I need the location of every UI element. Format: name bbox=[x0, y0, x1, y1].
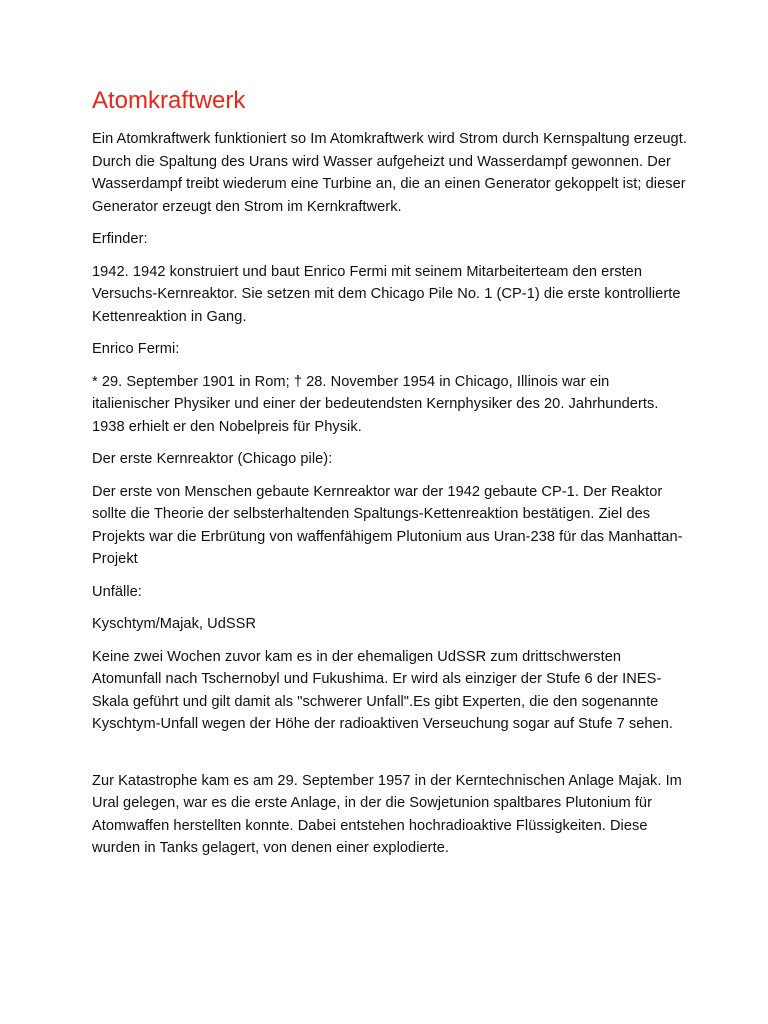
kernreaktor-paragraph: Der erste von Menschen gebaute Kernreaktor war der 1942 gebaute CP-1. Der Reaktor sollte die Theorie der selbsterhaltenden Spaltungs-Kettenreaktion bestätigen. Ziel des Projekts war die Erbrütung von waffenfähigem Plutonium aus Uran-238 für das Manhattan-Projekt bbox=[92, 483, 683, 567]
section-heading-enrico-fermi: Enrico Fermi: bbox=[92, 341, 180, 357]
kyschtym-paragraph: Keine zwei Wochen zuvor kam es in der ehemaligen UdSSR zum drittschwersten Atomunfall nach Tschernobyl und Fukushima. Er wird als einziger der Stufe 6 der INES-Skala geführt und gilt damit als "schwerer Unfall".Es gibt Experten, die den sogenannte Kyschtym-Unfall wegen der Höhe der radioaktiven Verseuchung sogar auf Stufe 7 sehen. bbox=[92, 648, 673, 732]
enrico-fermi-paragraph: * 29. September 1901 in Rom; † 28. November 1954 in Chicago, Illinois war ein italienischer Physiker und einer der bedeutendsten Kernphysiker des 20. Jahrhunderts. 1938 erhielt er den Nobelpreis für Physik. bbox=[92, 373, 659, 435]
document-title: Atomkraftwerk bbox=[92, 87, 246, 114]
section-heading-unfaelle: Unfälle: bbox=[92, 583, 142, 600]
section-heading-erfinder: Erfinder: bbox=[92, 231, 148, 247]
erfinder-paragraph: 1942. 1942 konstruiert und baut Enrico Fermi mit seinem Mitarbeiterteam den ersten Versuchs-Kernreaktor. Sie setzen mit dem Chicago Pile No. 1 (CP-1) die erste kontrollierte Kettenreaktion in Gang. bbox=[92, 263, 681, 325]
section-heading-kernreaktor: Der erste Kernreaktor (Chicago pile): bbox=[92, 451, 333, 467]
intro-paragraph: Ein Atomkraftwerk funktioniert so Im Atomkraftwerk wird Strom durch Kernspaltung erzeugt. Durch die Spaltung des Urans wird Wasser aufgeheizt und Wasserdampf gewonnen. Der Wasserdampf treibt wiederum eine Turbine an, die an einen Generator gekoppelt ist; dieser Generator erzeugt den Strom im Kernkraftwerk. bbox=[92, 131, 687, 215]
section-subheading-kyschtym: Kyschtym/Majak, UdSSR bbox=[92, 616, 257, 632]
katastrophe-paragraph: Zur Katastrophe kam es am 29. September 1957 in der Kerntechnischen Anlage Majak. Im Ural gelegen, war es die erste Anlage, in der die Sowjetunion spaltbares Plutonium für Atomwaffen herstellten konnte. Dabei entstehen hochradioaktive Flüssigkeiten. Diese wurden in Tanks gelagert, von denen einer explodierte. bbox=[92, 772, 682, 856]
document-page bbox=[92, 86, 688, 870]
